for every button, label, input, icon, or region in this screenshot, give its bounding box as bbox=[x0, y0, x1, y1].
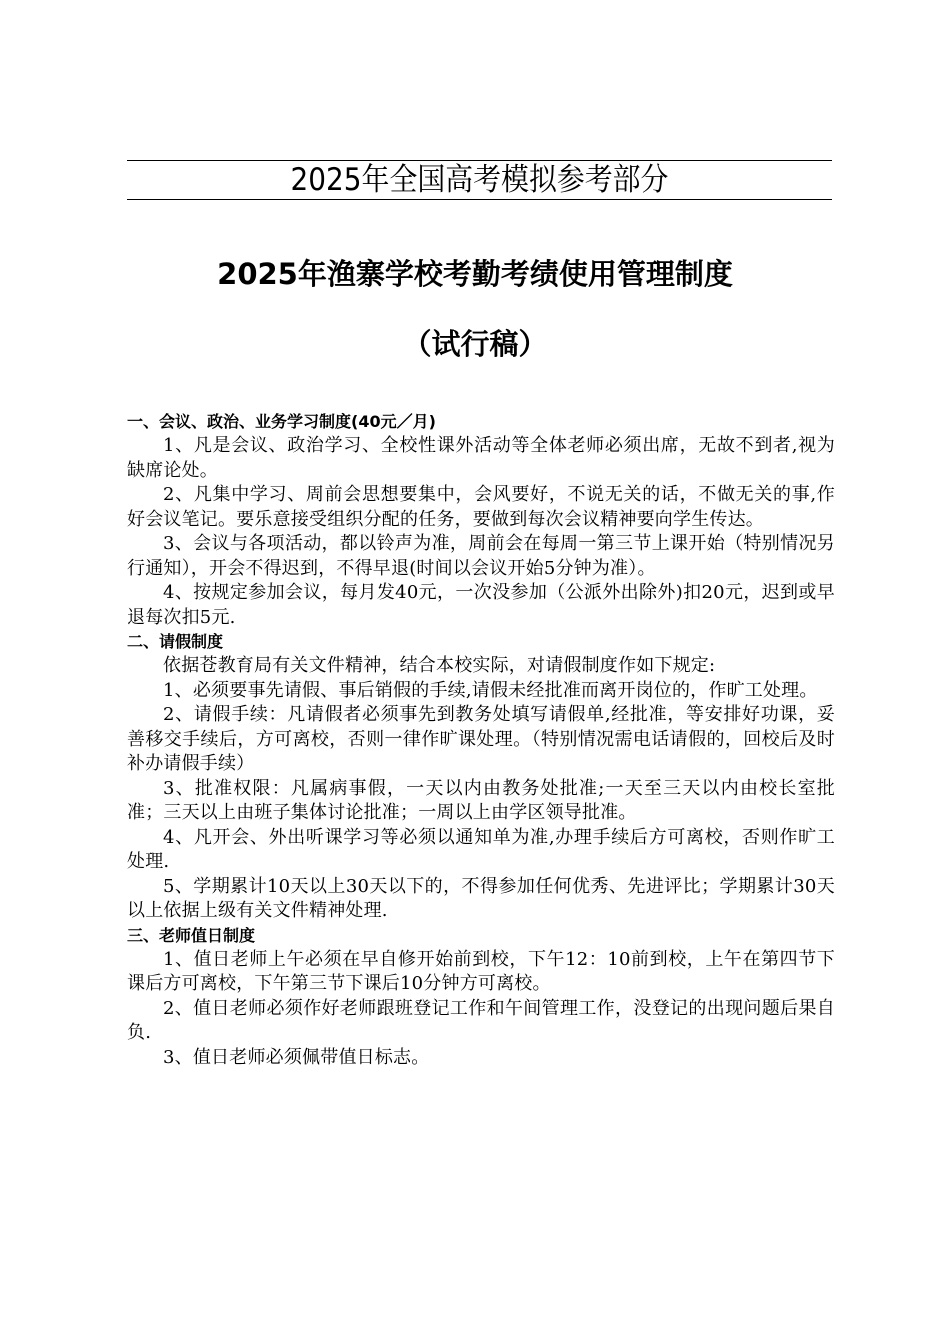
banner-title: 2025年全国高考模拟参考部分 bbox=[290, 162, 669, 198]
section-heading: 二、请假制度 bbox=[127, 632, 224, 651]
paragraph: 2、凡集中学习、周前会思想要集中，会风要好，不说无关的话，不做无关的事,作好会议笔记。要乐意接受组织分配的任务，要做到每次会议精神要向学生传达。 bbox=[127, 484, 835, 530]
paragraph: 4、按规定参加会议，每月发40元，一次没参加（公派外出除外)扣20元，迟到或早退每次扣5元. bbox=[127, 582, 835, 628]
paragraph: 5、学期累计10天以上30天以下的，不得参加任何优秀、先进评比；学期累计30天以上依据上级有关文件精神处理. bbox=[127, 875, 835, 921]
document-subtitle: （试行稿） bbox=[402, 327, 548, 361]
document-title: 2025年渔寨学校考勤考绩使用管理制度 bbox=[217, 257, 733, 291]
paragraph: 依据苍教育局有关文件精神，结合本校实际，对请假制度作如下规定: bbox=[163, 655, 716, 676]
paragraph: 3、批准权限：凡属病事假，一天以内由教务处批准;一天至三天以内由校长室批准；三天以上由班子集体讨论批准；一周以上由学区领导批准。 bbox=[127, 777, 835, 823]
paragraph: 3、值日老师必须佩带值日标志。 bbox=[163, 1046, 430, 1068]
header-banner bbox=[127, 160, 832, 200]
document-body bbox=[127, 410, 835, 1070]
section-duty bbox=[127, 924, 835, 1071]
section-leave bbox=[127, 630, 835, 924]
paragraph: 4、凡开会、外出听课学习等必须以通知单为准,办理手续后方可离校，否则作旷工处理. bbox=[127, 826, 835, 872]
section-meetings bbox=[127, 410, 835, 630]
paragraph: 2、请假手续：凡请假者必须事先到教务处填写请假单,经批准，等安排好功课，妥善移交手续后，方可离校，否则一律作旷课处理。（特别情况需电话请假的，回校后及时补办请假手续） bbox=[127, 704, 835, 774]
paragraph: 1、值日老师上午必须在早自修开始前到校，下午12：10前到校，上午在第四节下课后方可离校，下午第三节下课后10分钟方可离校。 bbox=[127, 948, 835, 994]
section-heading: 三、老师值日制度 bbox=[127, 925, 256, 945]
paragraph: 1、凡是会议、政治学习、全校性课外活动等全体老师必须出席，无故不到者,视为缺席论处。 bbox=[127, 435, 835, 481]
paragraph: 3、会议与各项活动，都以铃声为准，周前会在每周一第三节上课开始（特别情况另行通知），开会不得迟到，不得早退(时间以会议开始5分钟为准）。 bbox=[127, 533, 835, 579]
section-heading: 一、会议、政治、业务学习制度(40元／月) bbox=[127, 412, 436, 431]
paragraph: 2、值日老师必须作好老师跟班登记工作和午间管理工作，没登记的出现问题后果自负. bbox=[127, 997, 835, 1043]
paragraph: 1、必须要事先请假、事后销假的手续,请假未经批准而离开岗位的，作旷工处理。 bbox=[163, 679, 818, 701]
